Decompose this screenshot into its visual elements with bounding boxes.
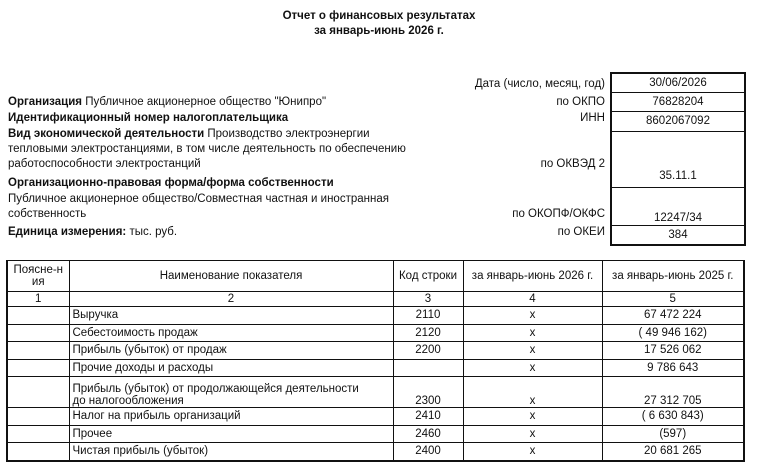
row-previous: (597) <box>602 425 744 443</box>
column-number: 1 <box>7 292 69 307</box>
org-value: Публичное акционерное общество "Юнипро" <box>85 96 327 108</box>
legal-form-label: Организационно-правовая форма/форма собственности <box>8 177 334 189</box>
row-note <box>7 359 69 377</box>
row-code: 2120 <box>393 324 463 342</box>
row-current: x <box>463 443 602 461</box>
row-name: Прочие доходы и расходы <box>69 359 393 377</box>
row-note <box>7 342 69 360</box>
row-name: Прочее <box>69 425 393 443</box>
unit-row <box>8 226 177 238</box>
inn-label: ИНН <box>580 112 605 124</box>
code-okpo: 76828204 <box>612 92 744 111</box>
row-current: x <box>463 342 602 360</box>
report-period: за январь-июнь 2026 г. <box>314 25 444 37</box>
table-row <box>7 408 744 426</box>
column-number: 2 <box>69 292 393 307</box>
row-current: x <box>463 377 602 408</box>
row-note <box>7 307 69 325</box>
row-code: 2110 <box>393 307 463 325</box>
row-current: x <box>463 408 602 426</box>
code-inn: 8602067092 <box>612 111 744 130</box>
row-previous: ( 49 946 162) <box>602 324 744 342</box>
row-note <box>7 408 69 426</box>
org-label: Организация <box>8 96 82 108</box>
row-code: 2200 <box>393 342 463 360</box>
row-code: 2410 <box>393 408 463 426</box>
row-name <box>69 377 393 408</box>
row-note <box>7 377 69 408</box>
row-note <box>7 324 69 342</box>
row-name: Выручка <box>69 307 393 325</box>
legal-form-line-1: Публичное акционерное общество/Совместная частная и иностранная <box>8 193 389 205</box>
okpo-label: по ОКПО <box>556 96 605 108</box>
row-previous: 9 786 643 <box>602 359 744 377</box>
column-number: 4 <box>463 292 602 307</box>
table-row <box>7 377 744 408</box>
report-title: Отчет о финансовых результатах <box>282 10 476 22</box>
activity-row <box>8 128 370 140</box>
financial-results-table <box>6 260 745 462</box>
row-previous: 27 312 705 <box>602 377 744 408</box>
okopf-label: по ОКОПФ/ОКФС <box>512 208 605 220</box>
row-name-line-1: Прибыль (убыток) от продолжающейся деятельности <box>72 383 359 395</box>
col-code-header: Код строки <box>393 261 463 292</box>
legal-form-line-2: собственность <box>8 208 87 220</box>
table-row <box>7 443 744 461</box>
code-okopf: 12247/34 <box>612 187 744 225</box>
inn-caption: Идентификационный номер налогоплательщика <box>8 112 289 124</box>
row-previous: 67 472 224 <box>602 307 744 325</box>
activity-value: Производство электроэнергии <box>207 128 370 140</box>
row-code: 2400 <box>393 443 463 461</box>
okved-label: по ОКВЭД 2 <box>540 158 605 170</box>
column-number: 5 <box>602 292 744 307</box>
code-okved: 35.11.1 <box>612 131 744 187</box>
row-current: x <box>463 324 602 342</box>
col-name-header: Наименование показателя <box>69 261 393 292</box>
okei-label: по ОКЕИ <box>557 226 605 238</box>
row-code <box>393 359 463 377</box>
code-date: 30/06/2026 <box>649 77 707 89</box>
codes-box <box>610 72 746 246</box>
row-previous: 20 681 265 <box>602 443 744 461</box>
row-current: x <box>463 425 602 443</box>
unit-value: тыс. руб. <box>129 226 178 238</box>
column-number: 3 <box>393 292 463 307</box>
row-previous: 17 526 062 <box>602 342 744 360</box>
table-row <box>7 359 744 377</box>
row-code: 2300 <box>393 377 463 408</box>
row-name: Себестоимость продаж <box>69 324 393 342</box>
row-name: Прибыль (убыток) от продаж <box>69 342 393 360</box>
activity-line-3: работоспособности электростанций <box>8 158 201 170</box>
row-name-line-2: до налогообложения <box>72 395 184 407</box>
row-current: x <box>463 359 602 377</box>
code-okei: 384 <box>612 225 744 244</box>
activity-line-2: тепловыми электростанциями, в том числе деятельность по обеспечению <box>8 143 406 155</box>
column-numbers-row <box>7 292 744 307</box>
row-previous: ( 6 630 843) <box>602 408 744 426</box>
col-current-header: за январь-июнь 2026 г. <box>463 261 602 292</box>
table-row <box>7 307 744 325</box>
row-current: x <box>463 307 602 325</box>
col-notes-header: Поясне-ния <box>7 261 69 292</box>
unit-label: Единица измерения: <box>8 226 127 238</box>
activity-label: Вид экономической деятельности <box>8 128 205 140</box>
table-row <box>7 324 744 342</box>
row-note <box>7 425 69 443</box>
org-row <box>8 96 326 108</box>
row-name: Налог на прибыль организаций <box>69 408 393 426</box>
table-row <box>7 425 744 443</box>
table-row <box>7 342 744 360</box>
table-header-row <box>7 261 744 292</box>
row-name: Чистая прибыль (убыток) <box>69 443 393 461</box>
row-note <box>7 443 69 461</box>
row-code: 2460 <box>393 425 463 443</box>
col-previous-header: за январь-июнь 2025 г. <box>602 261 744 292</box>
date-label: Дата (число, месяц, год) <box>474 78 605 90</box>
